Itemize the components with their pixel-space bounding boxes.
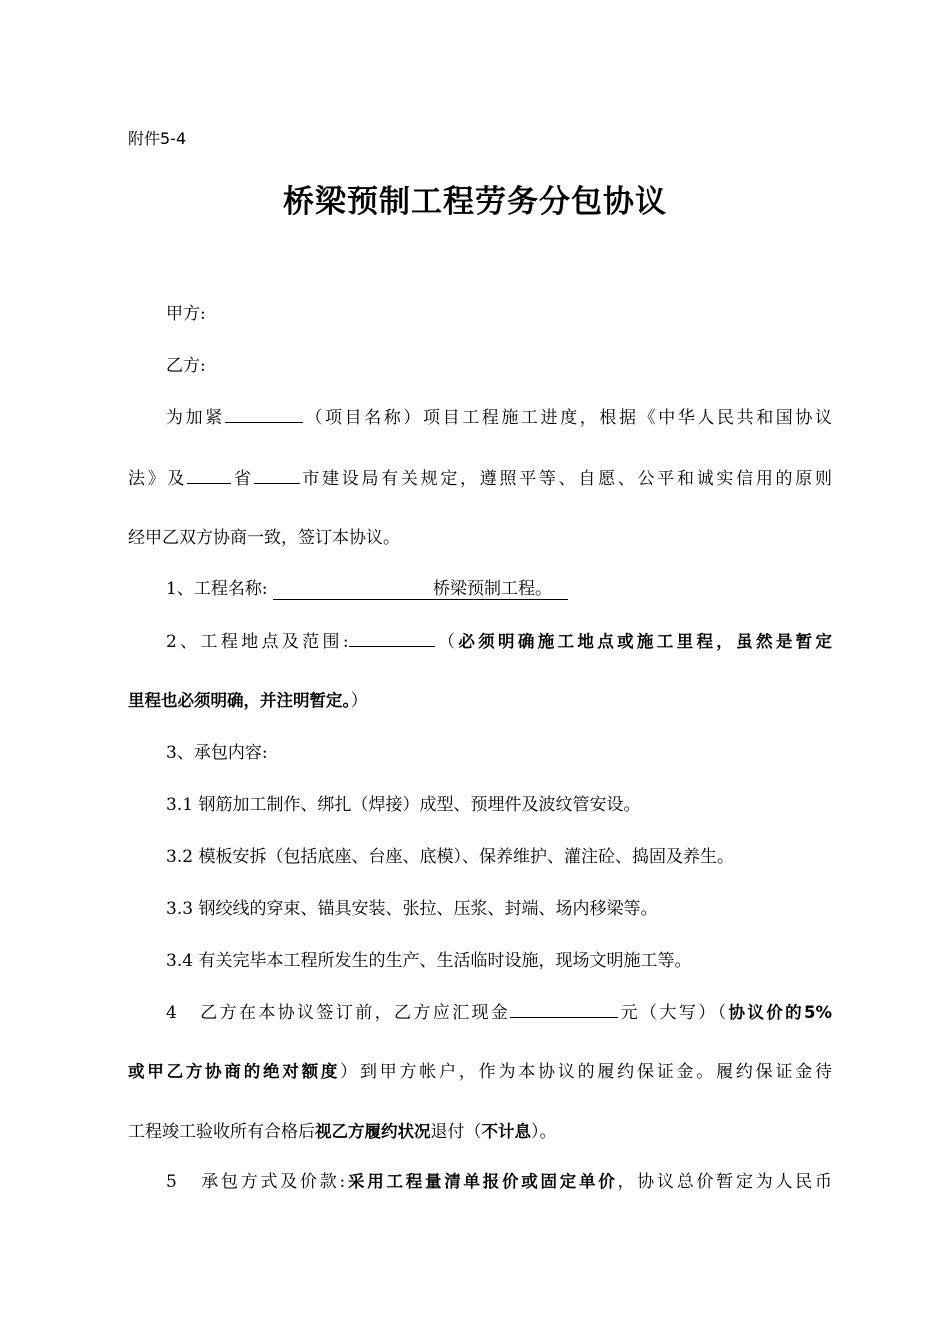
clause-2-line-2: 里程也必须明确，并注明暂定。） — [128, 691, 368, 711]
clause-2-line-1: 2、工程地点及范围: （必须明确施工地点或施工里程，虽然是暂定 — [166, 629, 832, 654]
location-blank — [349, 629, 435, 647]
clause-1: 1、工程名称: 桥梁预制工程。 — [166, 577, 832, 601]
clause-4-line-2: 或甲乙方协商的绝对额度）到甲方帐户，作为本协议的履约保证金。履约保证金待 — [128, 1062, 833, 1082]
province-blank — [187, 466, 231, 484]
intro-line-3: 经甲乙双方协商一致，签订本协议。 — [128, 528, 400, 548]
document-title: 桥梁预制工程劳务分包协议 — [283, 184, 667, 220]
clause-5-line-1: 5 承包方式及价款:采用工程量清单报价或固定单价，协议总价暂定为人民币 — [166, 1172, 833, 1192]
intro-line-1: 为加紧 （项目名称）项目工程施工进度，根据《中华人民共和国协议 — [166, 405, 832, 430]
party-b-line: 乙方: — [166, 356, 206, 376]
clause-4-line-1: 4 乙方在本协议签订前，乙方应汇现金 元（大写）（协议价的5% — [166, 1000, 832, 1025]
clause-3-item: 3.3 钢绞线的穿束、锚具安装、张拉、压浆、封端、场内移梁等。 — [166, 899, 658, 919]
intro-line-2: 法》及 省 市建设局有关规定，遵照平等、自愿、公平和诚实信用的原则 — [128, 466, 832, 491]
attachment-label: 附件5-4 — [128, 129, 187, 148]
clause-3-item: 3.2 模板安拆（包括底座、台座、底模）、保养维护、灌注砼、捣固及养生。 — [166, 847, 734, 867]
project-name-field: 桥梁预制工程。 — [273, 579, 568, 600]
party-a-line: 甲方: — [166, 304, 206, 324]
project-name-blank — [225, 405, 303, 423]
clause-3-item: 3.1 钢筋加工制作、绑扎（焊接）成型、预埋件及波纹管安设。 — [166, 795, 641, 815]
city-blank — [254, 466, 300, 484]
clause-3-item: 3.4 有关完毕本工程所发生的生产、生活临时设施，现场文明施工等。 — [166, 951, 692, 971]
clause-3-label: 3、承包内容: — [166, 743, 268, 763]
cash-amount-blank — [510, 1000, 618, 1018]
clause-4-line-3: 工程竣工验收所有合格后视乙方履约状况退付（不计息）。 — [128, 1122, 557, 1142]
